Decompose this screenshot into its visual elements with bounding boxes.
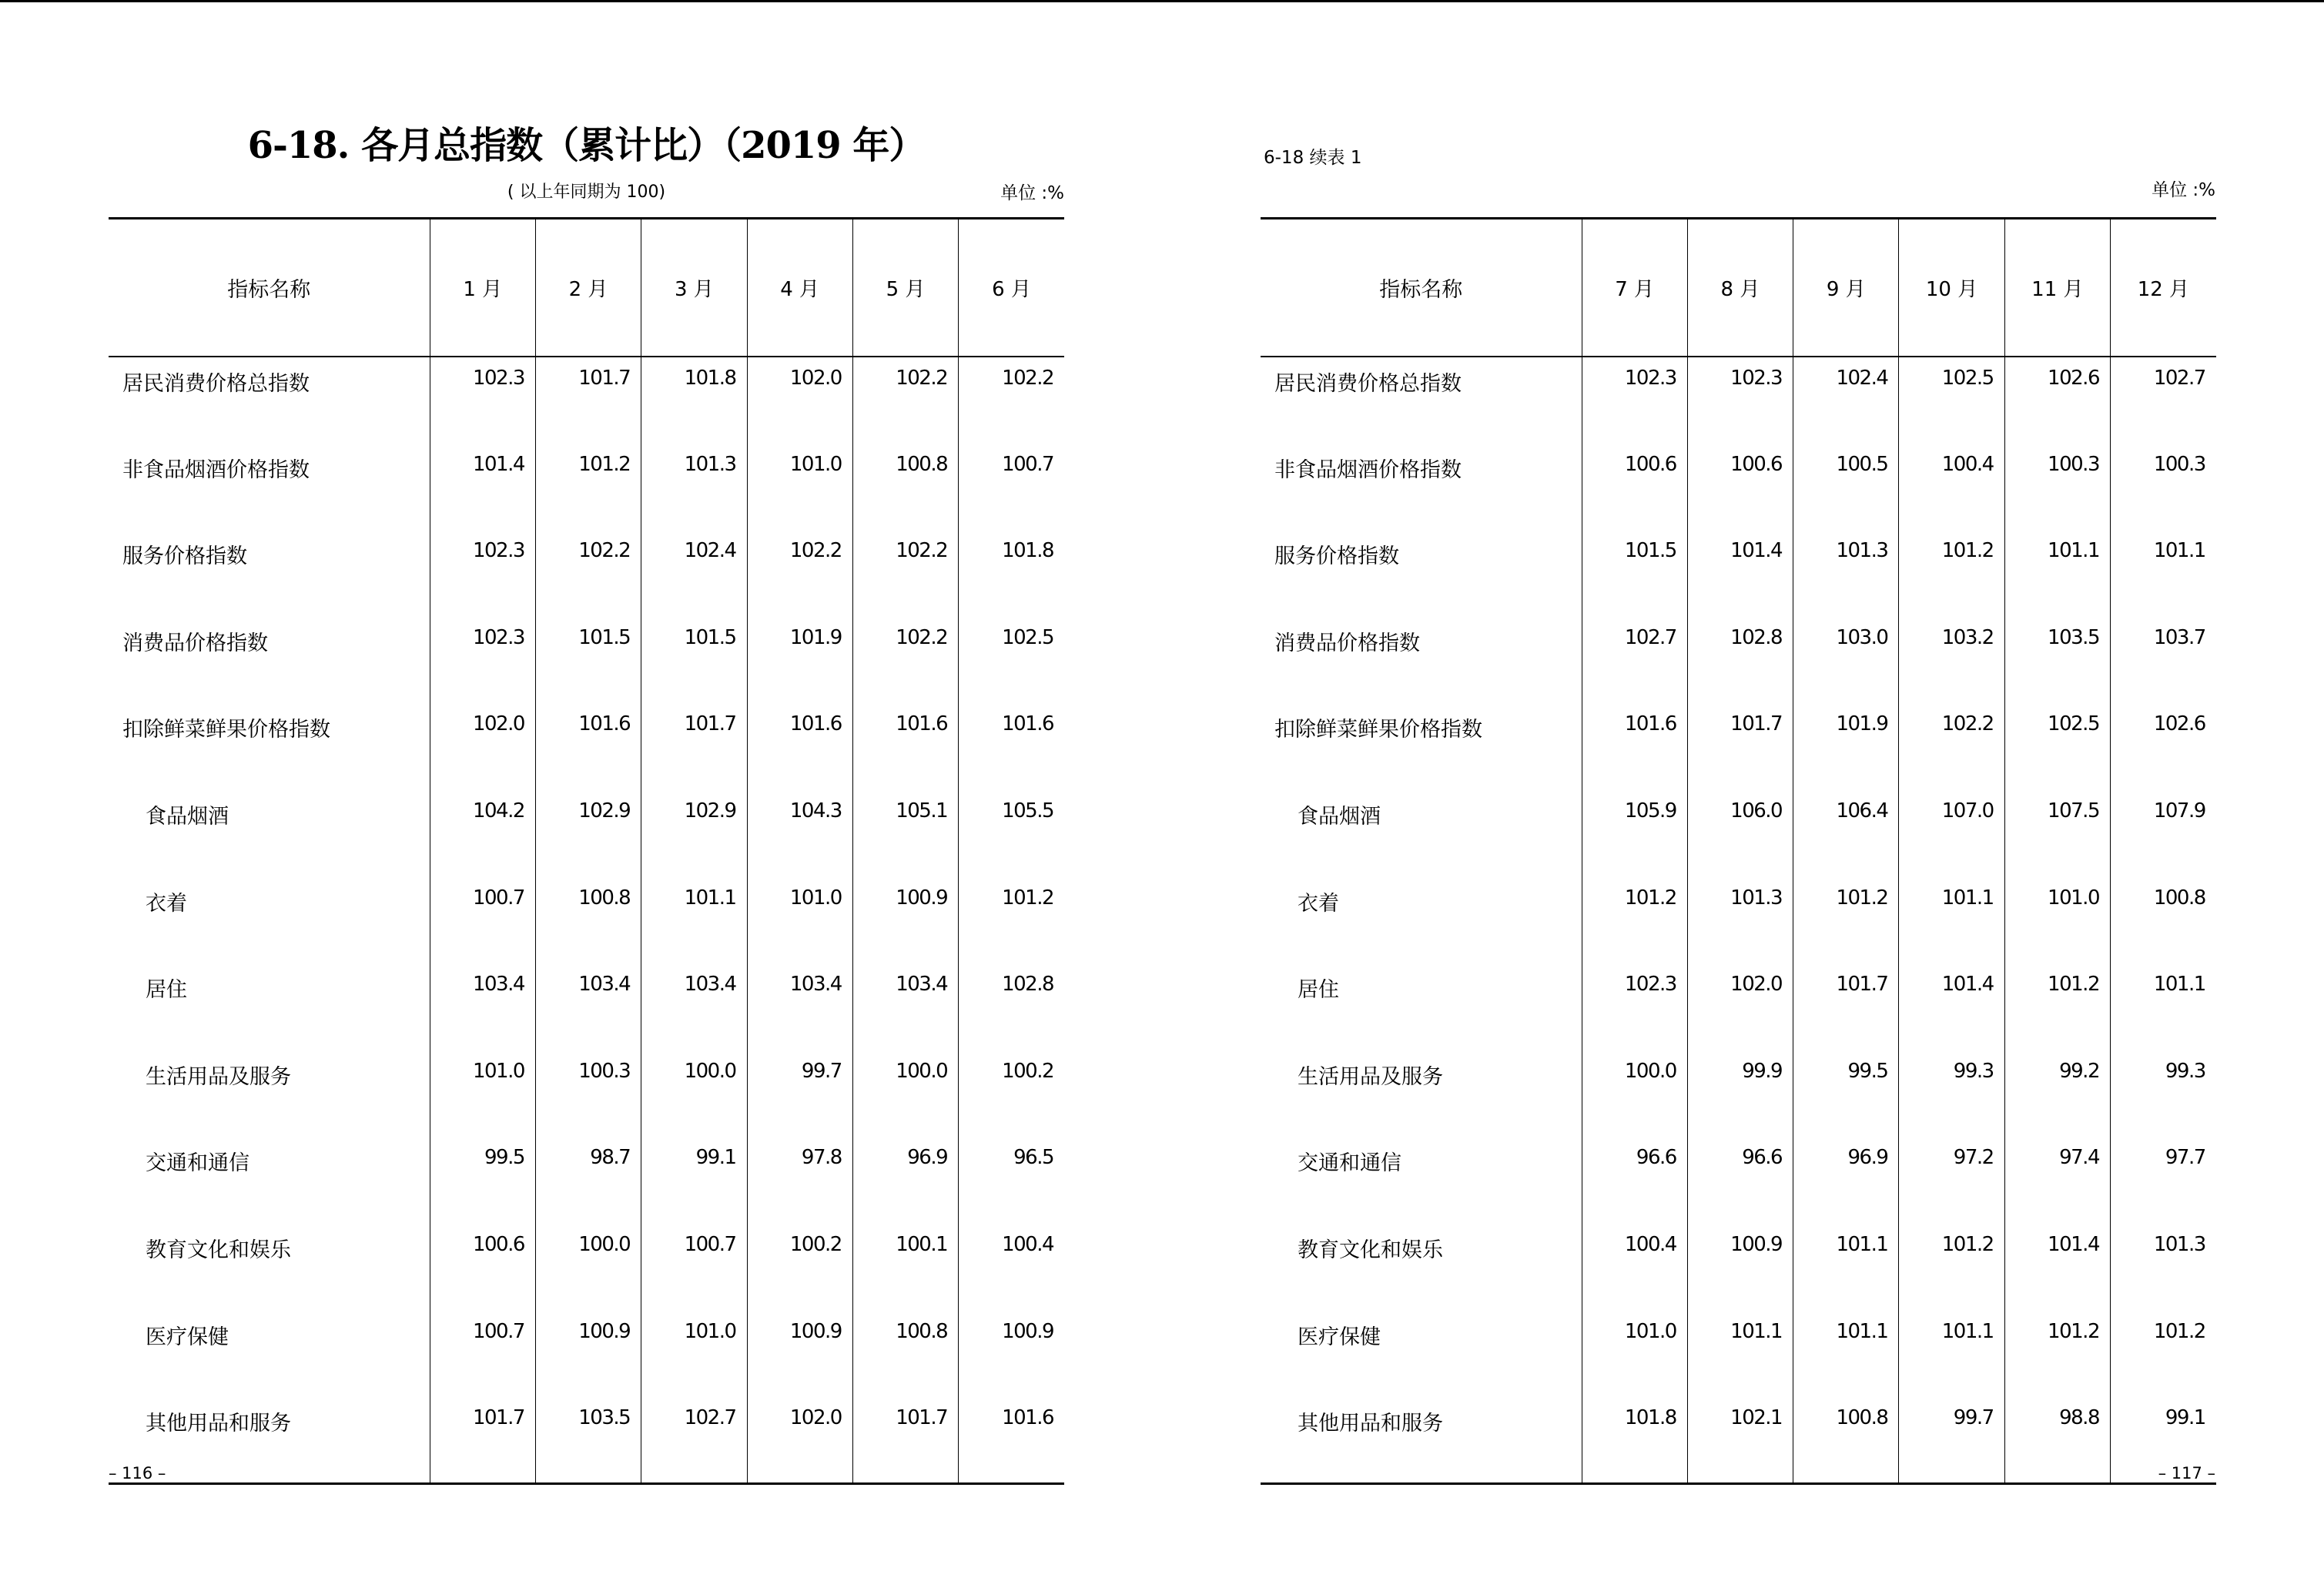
table-cell-value: 102.5 xyxy=(1899,357,2004,444)
table-cell-value: 102.4 xyxy=(1793,357,1899,444)
column-header-month: 9 月 xyxy=(1793,219,1899,357)
table-row xyxy=(109,703,1064,790)
table-cell-value: 102.9 xyxy=(535,790,641,877)
table-cell-value: 102.6 xyxy=(2004,357,2110,444)
table-row xyxy=(1261,1050,2216,1137)
table-cell-value: 101.4 xyxy=(2004,1224,2110,1311)
table-row xyxy=(109,357,1064,444)
left-page xyxy=(109,0,1064,1588)
table-cell-value: 102.5 xyxy=(2004,703,2110,790)
column-header-month: 7 月 xyxy=(1582,219,1687,357)
table-cell-value: 99.3 xyxy=(1899,1050,2004,1137)
table-cell-value: 100.9 xyxy=(1687,1224,1793,1311)
table-cell-value: 100.7 xyxy=(430,1311,535,1398)
table-cell-value: 102.2 xyxy=(852,617,958,704)
table-cell-value: 101.5 xyxy=(1582,530,1687,617)
table-cell-value: 105.1 xyxy=(852,790,958,877)
table-cell-value: 101.7 xyxy=(641,703,747,790)
table-cell-value: 101.6 xyxy=(535,703,641,790)
table-row xyxy=(109,790,1064,877)
table-cell-value: 101.2 xyxy=(1582,877,1687,964)
table-cell-value: 100.7 xyxy=(430,877,535,964)
table-cell-value: 103.5 xyxy=(535,1397,641,1484)
table-row xyxy=(1261,444,2216,531)
table-cell-value: 103.7 xyxy=(2110,617,2215,704)
table-cell-value: 101.1 xyxy=(1899,1311,2004,1398)
unit-label: 单位 :% xyxy=(2152,180,2215,200)
row-label: 居住 xyxy=(146,978,187,1003)
table-cell-value: 101.6 xyxy=(959,1397,1064,1484)
row-label: 居住 xyxy=(1298,978,1339,1003)
table-cell-value: 101.4 xyxy=(430,444,535,531)
table-cell-value: 107.9 xyxy=(2110,790,2215,877)
table-cell-value: 102.3 xyxy=(1687,357,1793,444)
table-cell-value: 100.4 xyxy=(1582,1224,1687,1311)
table-cell-value: 100.9 xyxy=(747,1311,852,1398)
table-cell-value: 102.0 xyxy=(430,703,535,790)
table-cell-value: 100.9 xyxy=(852,877,958,964)
table-cell-value: 101.6 xyxy=(747,703,852,790)
table-cell-value: 101.7 xyxy=(1687,703,1793,790)
table-cell-value: 103.4 xyxy=(852,963,958,1050)
row-label: 非食品烟酒价格指数 xyxy=(122,457,310,482)
table-cell-value: 100.0 xyxy=(641,1050,747,1137)
table-cell-value: 99.5 xyxy=(1793,1050,1899,1137)
table-row xyxy=(109,1137,1064,1224)
table-cell-value: 102.7 xyxy=(2110,357,2215,444)
unit-label: 单位 :% xyxy=(1000,183,1064,203)
table-cell-value: 102.8 xyxy=(1687,617,1793,704)
table-cell-value: 101.3 xyxy=(1687,877,1793,964)
column-header-month: 3 月 xyxy=(641,219,747,357)
row-label: 衣着 xyxy=(1298,891,1339,916)
table-cell-value: 100.5 xyxy=(1793,444,1899,531)
table-row xyxy=(1261,703,2216,790)
table-cell-value: 101.9 xyxy=(1793,703,1899,790)
table-cell-value: 101.2 xyxy=(1899,1224,2004,1311)
table-cell-value: 103.2 xyxy=(1899,617,2004,704)
table-cell-value: 100.7 xyxy=(959,444,1064,531)
table-cell-value: 102.7 xyxy=(641,1397,747,1484)
row-label: 食品烟酒 xyxy=(1298,804,1381,829)
table-cell-value: 101.3 xyxy=(1793,530,1899,617)
row-label: 其他用品和服务 xyxy=(146,1412,291,1436)
table-cell-value: 101.7 xyxy=(430,1397,535,1484)
table-cell-value: 101.9 xyxy=(747,617,852,704)
table-cell-value: 101.6 xyxy=(959,703,1064,790)
table-cell-value: 101.1 xyxy=(2004,530,2110,617)
table-cell-value: 101.8 xyxy=(959,530,1064,617)
continuation-title: 6-18 续表 1 xyxy=(1264,148,1362,168)
table-cell-value: 100.4 xyxy=(959,1224,1064,1311)
table-cell-value: 101.3 xyxy=(641,444,747,531)
table-row xyxy=(109,1397,1064,1484)
table-body xyxy=(109,357,1064,1484)
table-cell-value: 101.0 xyxy=(2004,877,2110,964)
column-header-month: 12 月 xyxy=(2110,219,2215,357)
row-label: 医疗保健 xyxy=(1298,1325,1381,1349)
table-cell-value: 102.3 xyxy=(430,617,535,704)
table-cell-value: 101.0 xyxy=(747,444,852,531)
table-row xyxy=(109,963,1064,1050)
row-label: 生活用品及服务 xyxy=(146,1064,291,1089)
column-header-month: 4 月 xyxy=(747,219,852,357)
table-cell-value: 103.4 xyxy=(641,963,747,1050)
table-cell-value: 100.6 xyxy=(1582,444,1687,531)
table-cell-value: 96.5 xyxy=(959,1137,1064,1224)
row-label: 衣着 xyxy=(146,891,187,916)
row-label: 消费品价格指数 xyxy=(122,631,268,655)
table-cell-value: 100.0 xyxy=(1582,1050,1687,1137)
table-cell-value: 100.2 xyxy=(747,1224,852,1311)
table-cell-value: 102.7 xyxy=(1582,617,1687,704)
table-cell-value: 101.0 xyxy=(1582,1311,1687,1398)
table-cell-value: 101.1 xyxy=(2110,963,2215,1050)
column-header-name: 指标名称 xyxy=(109,219,430,357)
table-cell-value: 102.2 xyxy=(959,357,1064,444)
table-cell-value: 96.6 xyxy=(1582,1137,1687,1224)
row-label: 食品烟酒 xyxy=(146,804,229,829)
table-cell-value: 99.9 xyxy=(1687,1050,1793,1137)
table-cell-value: 100.7 xyxy=(641,1224,747,1311)
table-cell-value: 100.8 xyxy=(1793,1397,1899,1484)
table-cell-value: 104.2 xyxy=(430,790,535,877)
table-cell-value: 103.4 xyxy=(535,963,641,1050)
table-cell-value: 97.7 xyxy=(2110,1137,2215,1224)
table-row xyxy=(1261,1137,2216,1224)
table-cell-value: 101.8 xyxy=(1582,1397,1687,1484)
table-row xyxy=(109,617,1064,704)
table-cell-value: 103.4 xyxy=(430,963,535,1050)
table-row xyxy=(109,444,1064,531)
table-cell-value: 103.4 xyxy=(747,963,852,1050)
table-cell-value: 102.2 xyxy=(747,530,852,617)
row-label: 消费品价格指数 xyxy=(1274,631,1420,655)
table-cell-value: 101.1 xyxy=(1793,1311,1899,1398)
table-cell-value: 101.2 xyxy=(959,877,1064,964)
table-header-row xyxy=(109,219,1064,357)
table-cell-value: 101.4 xyxy=(1899,963,2004,1050)
table-row xyxy=(1261,617,2216,704)
table-cell-value: 102.3 xyxy=(1582,357,1687,444)
table-cell-value: 97.2 xyxy=(1899,1137,2004,1224)
table-row xyxy=(1261,1224,2216,1311)
table-row xyxy=(1261,963,2216,1050)
table-cell-value: 96.9 xyxy=(852,1137,958,1224)
table-cell-value: 98.7 xyxy=(535,1137,641,1224)
table-cell-value: 100.8 xyxy=(852,444,958,531)
row-label: 扣除鲜菜鲜果价格指数 xyxy=(1274,718,1482,742)
table-cell-value: 102.2 xyxy=(1899,703,2004,790)
row-label: 居民消费价格总指数 xyxy=(1274,372,1462,396)
table-cell-value: 101.2 xyxy=(1899,530,2004,617)
table-cell-value: 103.0 xyxy=(1793,617,1899,704)
page-number: – 116 – xyxy=(109,1464,166,1482)
column-header-month: 2 月 xyxy=(535,219,641,357)
row-label: 医疗保健 xyxy=(146,1325,229,1349)
table-cell-value: 107.5 xyxy=(2004,790,2110,877)
table-cell-value: 102.5 xyxy=(959,617,1064,704)
table-row xyxy=(1261,1397,2216,1484)
table-cell-value: 106.4 xyxy=(1793,790,1899,877)
table-cell-value: 101.2 xyxy=(535,444,641,531)
table-cell-value: 101.0 xyxy=(641,1311,747,1398)
table-cell-value: 107.0 xyxy=(1899,790,2004,877)
column-header-month: 6 月 xyxy=(959,219,1064,357)
row-label: 扣除鲜菜鲜果价格指数 xyxy=(122,718,330,742)
table-cell-value: 101.4 xyxy=(1687,530,1793,617)
table-cell-value: 97.8 xyxy=(747,1137,852,1224)
row-label: 教育文化和娱乐 xyxy=(146,1238,291,1262)
row-label: 服务价格指数 xyxy=(122,544,247,569)
table-cell-value: 100.3 xyxy=(2004,444,2110,531)
table-body xyxy=(1261,357,2216,1484)
table-cell-value: 102.6 xyxy=(2110,703,2215,790)
table-subtitle: ( 以上年同期为 100) xyxy=(507,183,666,202)
table-cell-value: 101.1 xyxy=(1687,1311,1793,1398)
table-row xyxy=(109,1224,1064,1311)
row-label: 其他用品和服务 xyxy=(1298,1412,1443,1436)
table-row xyxy=(1261,790,2216,877)
table-cell-value: 101.7 xyxy=(1793,963,1899,1050)
column-header-month: 11 月 xyxy=(2004,219,2110,357)
table-cell-value: 101.2 xyxy=(2004,963,2110,1050)
table-cell-value: 99.7 xyxy=(747,1050,852,1137)
table-cell-value: 101.0 xyxy=(430,1050,535,1137)
table-cell-value: 100.8 xyxy=(2110,877,2215,964)
table-cell-value: 101.7 xyxy=(535,357,641,444)
table-header-row xyxy=(1261,219,2216,357)
table-cell-value: 100.8 xyxy=(535,877,641,964)
table-cell-value: 105.9 xyxy=(1582,790,1687,877)
table-cell-value: 99.1 xyxy=(2110,1397,2215,1484)
row-label: 交通和通信 xyxy=(1298,1151,1401,1176)
table-cell-value: 100.2 xyxy=(959,1050,1064,1137)
table-cell-value: 100.6 xyxy=(430,1224,535,1311)
table-cell-value: 102.3 xyxy=(1582,963,1687,1050)
table-cell-value: 102.8 xyxy=(959,963,1064,1050)
table-cell-value: 100.3 xyxy=(535,1050,641,1137)
table-cell-value: 101.5 xyxy=(641,617,747,704)
table-row xyxy=(109,1050,1064,1137)
column-header-month: 1 月 xyxy=(430,219,535,357)
table-cell-value: 102.3 xyxy=(430,357,535,444)
table-cell-value: 101.2 xyxy=(1793,877,1899,964)
table-row xyxy=(1261,357,2216,444)
column-header-month: 10 月 xyxy=(1899,219,2004,357)
row-label: 交通和通信 xyxy=(146,1151,249,1176)
table-cell-value: 102.2 xyxy=(852,530,958,617)
table-cell-value: 102.2 xyxy=(852,357,958,444)
table-cell-value: 98.8 xyxy=(2004,1397,2110,1484)
table-row xyxy=(109,877,1064,964)
table-cell-value: 99.1 xyxy=(641,1137,747,1224)
table-cell-value: 97.4 xyxy=(2004,1137,2110,1224)
column-header-month: 8 月 xyxy=(1687,219,1793,357)
table-cell-value: 99.2 xyxy=(2004,1050,2110,1137)
table-cell-value: 101.2 xyxy=(2004,1311,2110,1398)
table-cell-value: 101.5 xyxy=(535,617,641,704)
table-cell-value: 101.1 xyxy=(2110,530,2215,617)
table-title: 6-18. 各月总指数（累计比）（2019 年） xyxy=(247,124,926,167)
table-cell-value: 99.3 xyxy=(2110,1050,2215,1137)
table-row xyxy=(1261,530,2216,617)
table-cell-value: 100.0 xyxy=(852,1050,958,1137)
table-cell-value: 100.9 xyxy=(959,1311,1064,1398)
table-cell-value: 101.6 xyxy=(1582,703,1687,790)
table-cell-value: 102.9 xyxy=(641,790,747,877)
table-cell-value: 101.7 xyxy=(852,1397,958,1484)
table-row xyxy=(1261,1311,2216,1398)
table-cell-value: 105.5 xyxy=(959,790,1064,877)
row-label: 非食品烟酒价格指数 xyxy=(1274,457,1462,482)
row-label: 教育文化和娱乐 xyxy=(1298,1238,1443,1262)
page-number: – 117 – xyxy=(2158,1464,2215,1482)
table-cell-value: 101.1 xyxy=(641,877,747,964)
table-cell-value: 101.0 xyxy=(747,877,852,964)
table-cell-value: 103.5 xyxy=(2004,617,2110,704)
row-label: 居民消费价格总指数 xyxy=(122,372,310,396)
table-cell-value: 100.8 xyxy=(852,1311,958,1398)
table-cell-value: 100.3 xyxy=(2110,444,2215,531)
table-cell-value: 100.6 xyxy=(1687,444,1793,531)
table-cell-value: 102.3 xyxy=(430,530,535,617)
table-cell-value: 101.1 xyxy=(1793,1224,1899,1311)
table-cell-value: 100.0 xyxy=(535,1224,641,1311)
row-label: 生活用品及服务 xyxy=(1298,1064,1443,1089)
table-row xyxy=(1261,877,2216,964)
table-cell-value: 106.0 xyxy=(1687,790,1793,877)
table-cell-value: 102.1 xyxy=(1687,1397,1793,1484)
column-header-month: 5 月 xyxy=(852,219,958,357)
table-cell-value: 101.6 xyxy=(852,703,958,790)
table-cell-value: 101.2 xyxy=(2110,1311,2215,1398)
right-page xyxy=(1261,0,2215,1588)
table-cell-value: 99.5 xyxy=(430,1137,535,1224)
table-row xyxy=(109,1311,1064,1398)
table-cell-value: 102.0 xyxy=(1687,963,1793,1050)
table-cell-value: 100.4 xyxy=(1899,444,2004,531)
table-cell-value: 102.2 xyxy=(535,530,641,617)
index-table-jan-jun xyxy=(109,217,1064,1485)
table-cell-value: 101.8 xyxy=(641,357,747,444)
table-cell-value: 100.9 xyxy=(535,1311,641,1398)
table-cell-value: 101.3 xyxy=(2110,1224,2215,1311)
index-table-jul-dec xyxy=(1261,217,2216,1485)
table-cell-value: 99.7 xyxy=(1899,1397,2004,1484)
table-cell-value: 102.4 xyxy=(641,530,747,617)
table-cell-value: 101.1 xyxy=(1899,877,2004,964)
table-cell-value: 100.1 xyxy=(852,1224,958,1311)
row-label: 服务价格指数 xyxy=(1274,544,1399,569)
table-cell-value: 102.0 xyxy=(747,357,852,444)
table-cell-value: 104.3 xyxy=(747,790,852,877)
table-cell-value: 102.0 xyxy=(747,1397,852,1484)
column-header-name: 指标名称 xyxy=(1261,219,1582,357)
table-cell-value: 96.6 xyxy=(1687,1137,1793,1224)
table-cell-value: 96.9 xyxy=(1793,1137,1899,1224)
table-row xyxy=(109,530,1064,617)
